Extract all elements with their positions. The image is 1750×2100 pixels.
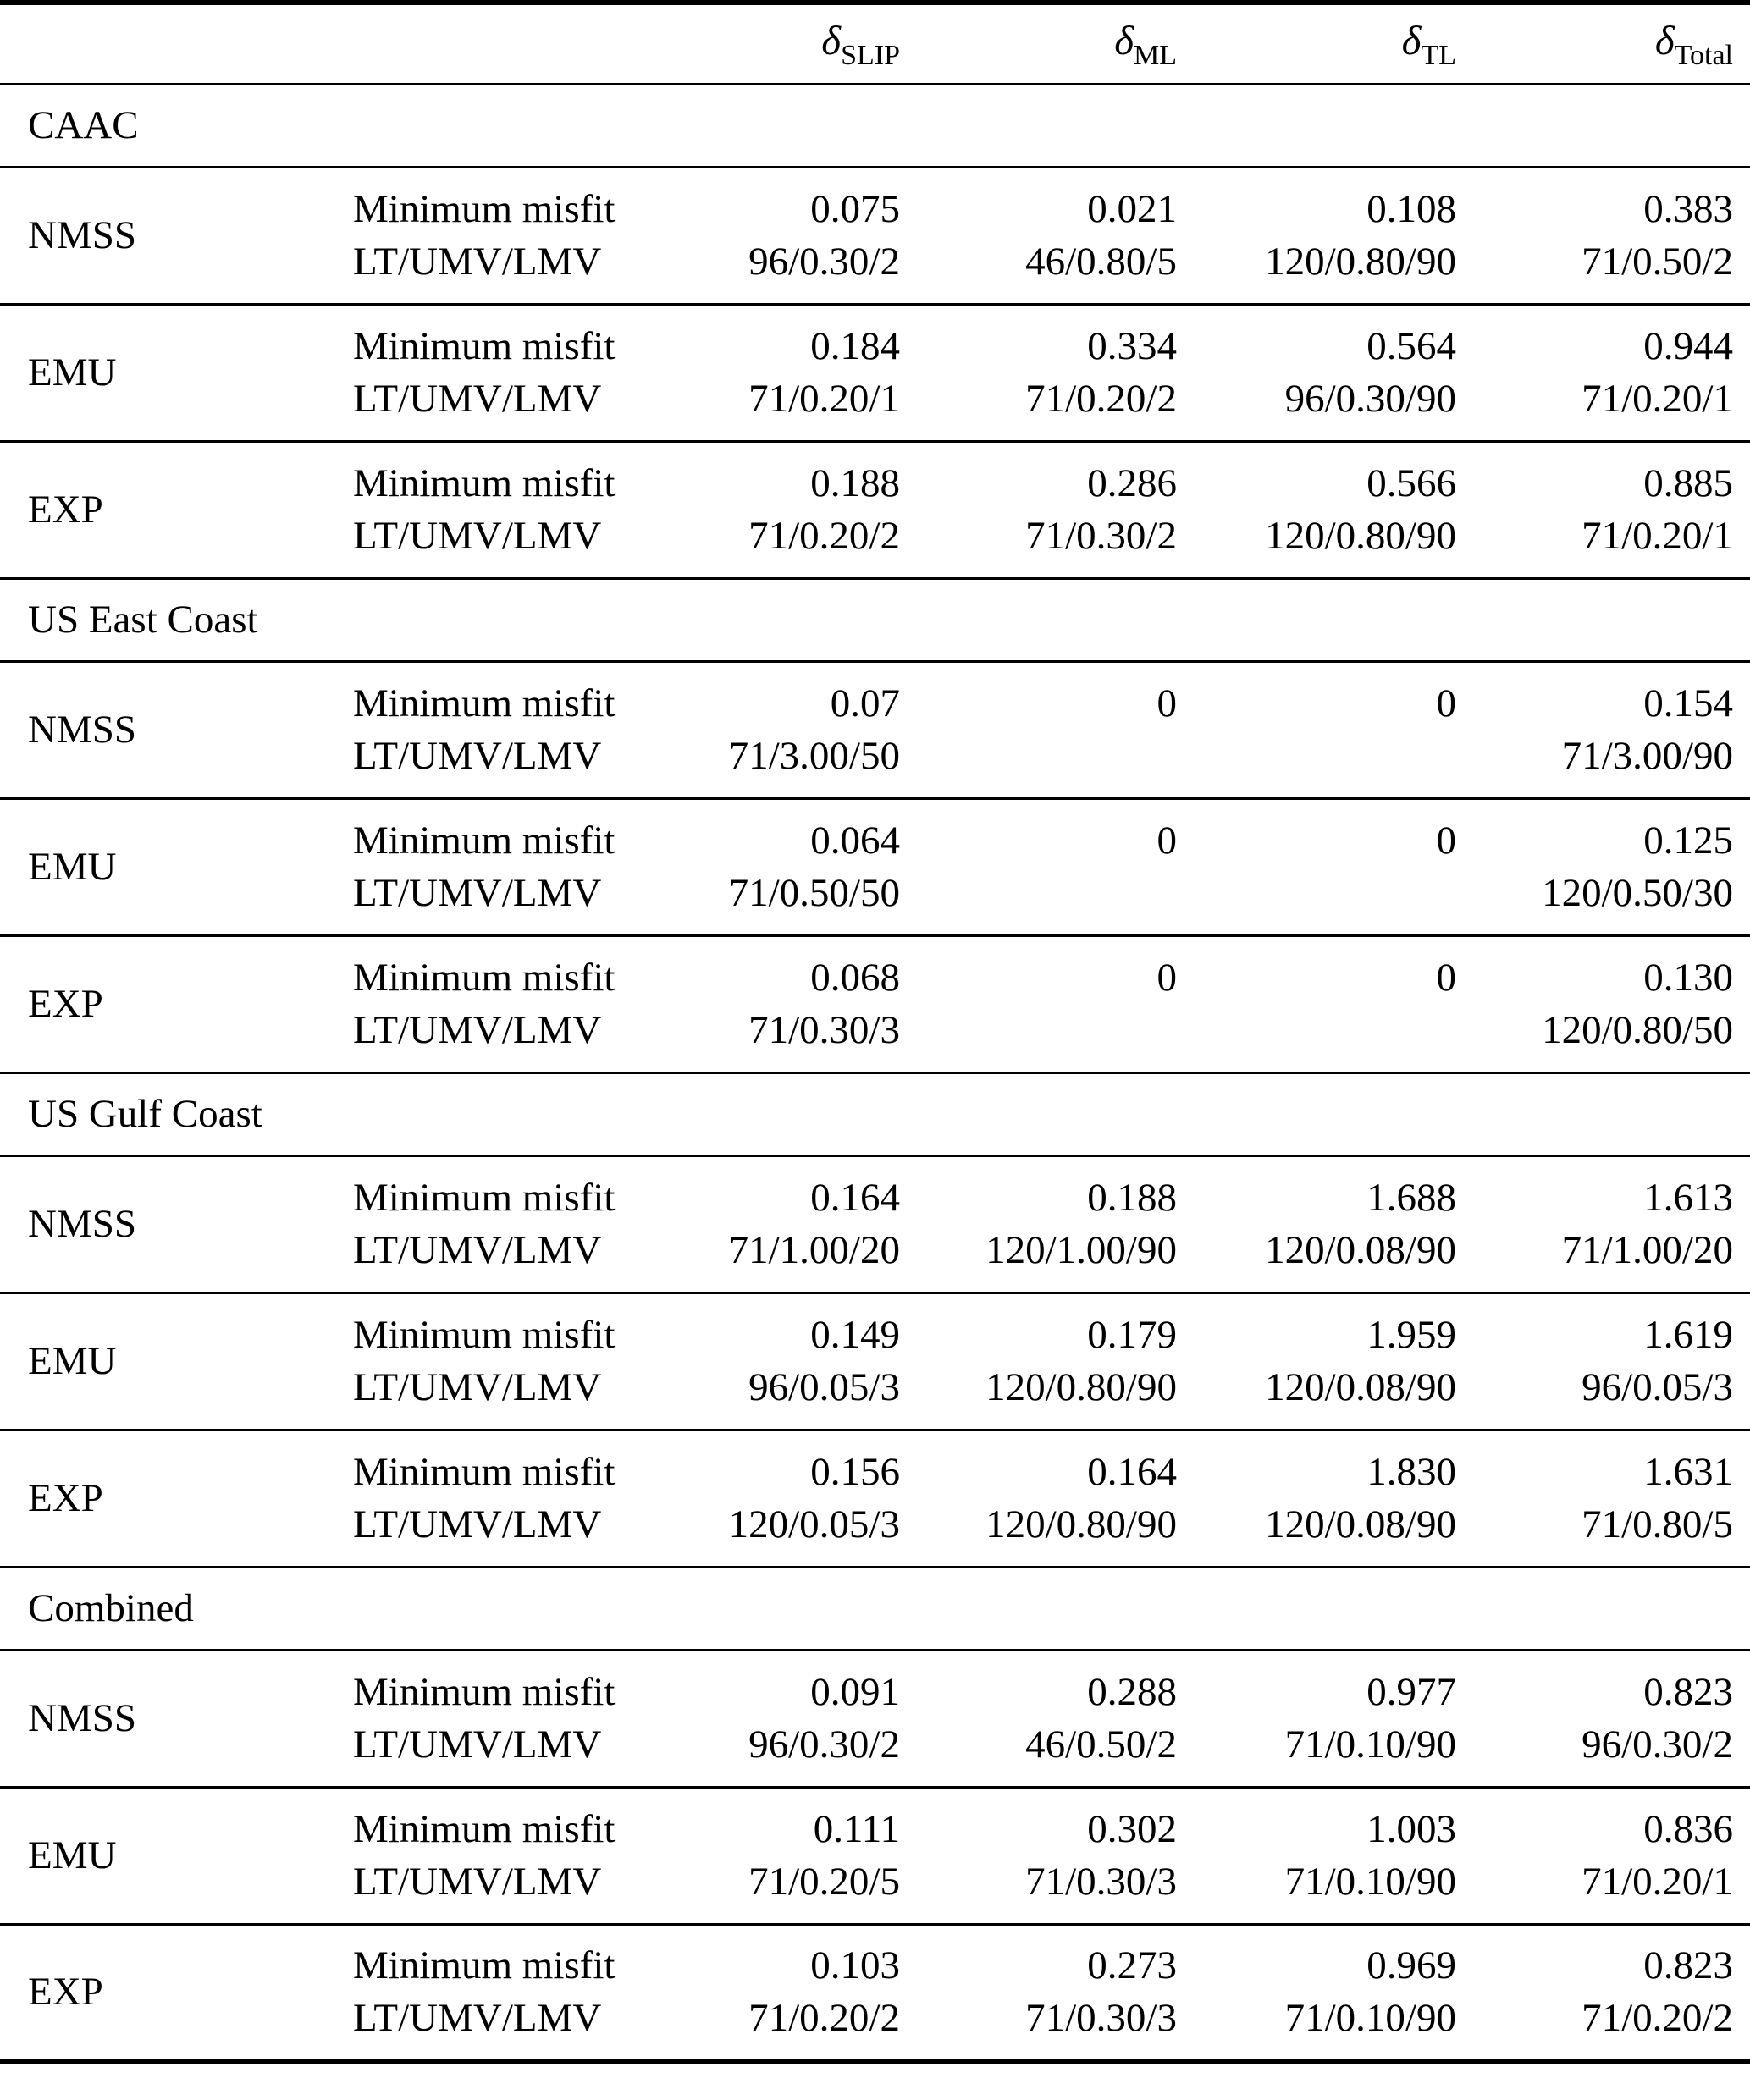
minimum-misfit-value: 1.003 — [1366, 1807, 1456, 1851]
minimum-misfit-value: 0.111 — [813, 1807, 900, 1851]
header-row — [0, 3, 1750, 84]
value-cell-slip — [605, 304, 900, 441]
lt-umv-lmv-value: 120/0.50/30 — [1542, 871, 1733, 915]
value-cell-tl — [1177, 798, 1456, 935]
minimum-misfit-value: 0 — [1157, 819, 1177, 863]
minimum-misfit-value: 0.302 — [1087, 1807, 1177, 1851]
lt-umv-lmv-value: 71/0.20/1 — [1582, 514, 1733, 558]
minimum-misfit-value: 0.068 — [810, 956, 900, 1000]
row-label: EMU — [28, 1339, 117, 1383]
value-cell-ml — [900, 798, 1177, 935]
value-cell-ml — [900, 304, 1177, 441]
lt-umv-lmv-value: 71/0.20/2 — [1025, 377, 1177, 421]
metric-label-lt-umv-lmv: LT/UMV/LMV — [353, 1008, 602, 1052]
value-cell-total — [1456, 935, 1750, 1072]
minimum-misfit-value: 0 — [1436, 681, 1456, 725]
minimum-misfit-value: 0.823 — [1643, 1670, 1733, 1714]
lt-umv-lmv-value: 71/0.20/1 — [748, 377, 900, 421]
value-cell-slip — [605, 1293, 900, 1430]
lt-umv-lmv-value: 71/0.20/2 — [1582, 1996, 1733, 2041]
metric-label-lt-umv-lmv: LT/UMV/LMV — [353, 871, 602, 915]
minimum-misfit-value: 1.619 — [1643, 1313, 1733, 1357]
lt-umv-lmv-value: 71/1.00/20 — [1561, 1228, 1733, 1272]
metric-labels-cell — [326, 1650, 616, 1787]
value-cell-ml — [900, 167, 1177, 304]
lt-umv-lmv-value: 120/0.08/90 — [1265, 1365, 1456, 1409]
metric-label-lt-umv-lmv: LT/UMV/LMV — [353, 1365, 602, 1409]
lt-umv-lmv-value: 71/0.50/2 — [1582, 240, 1733, 284]
header-spacer-metric-col — [326, 3, 605, 84]
metric-label-lt-umv-lmv: LT/UMV/LMV — [353, 1996, 602, 2041]
value-cell-tl — [1177, 1293, 1456, 1430]
metric-labels-cell — [326, 798, 616, 935]
lt-umv-lmv-value: 71/3.00/50 — [728, 734, 900, 778]
minimum-misfit-value: 0.564 — [1366, 324, 1456, 368]
row-label: EXP — [28, 982, 103, 1026]
lt-umv-lmv-value: 71/0.20/2 — [748, 514, 900, 558]
lt-umv-lmv-value — [900, 867, 1177, 919]
delta-symbol: δ — [1401, 16, 1422, 63]
section-title: Combined — [28, 1586, 194, 1630]
minimum-misfit-value: 0.064 — [810, 819, 900, 863]
table-row-combined-emu — [0, 1787, 1750, 1924]
value-cell-tl — [1177, 1430, 1456, 1567]
metric-label-minimum-misfit: Minimum misfit — [353, 956, 616, 1000]
delta-symbol: δ — [821, 16, 842, 63]
minimum-misfit-value: 0.188 — [1087, 1176, 1177, 1220]
lt-umv-lmv-value — [900, 1004, 1177, 1056]
metric-labels-cell — [326, 1155, 616, 1293]
metric-labels-cell — [326, 441, 616, 578]
value-cell-ml — [900, 661, 1177, 798]
minimum-misfit-value: 1.631 — [1643, 1450, 1733, 1494]
row-label: EXP — [28, 1476, 103, 1520]
row-label: EMU — [28, 845, 117, 889]
metric-label-lt-umv-lmv: LT/UMV/LMV — [353, 377, 602, 421]
value-cell-slip — [605, 167, 900, 304]
lt-umv-lmv-value — [900, 730, 1177, 782]
value-cell-tl — [1177, 1787, 1456, 1924]
value-cell-tl — [1177, 304, 1456, 441]
value-cell-tl — [1177, 167, 1456, 304]
table-body — [0, 84, 1750, 2061]
table-row-combined-nmss — [0, 1650, 1750, 1787]
metric-label-lt-umv-lmv: LT/UMV/LMV — [353, 1228, 602, 1272]
metric-label-minimum-misfit: Minimum misfit — [353, 1807, 616, 1851]
metric-label-minimum-misfit: Minimum misfit — [353, 187, 616, 231]
metric-labels-cell — [326, 167, 616, 304]
metric-labels-cell — [326, 1787, 616, 1924]
metric-labels-cell — [326, 304, 616, 441]
table-row-us-east-coast-emu — [0, 798, 1750, 935]
value-cell-total — [1456, 304, 1750, 441]
lt-umv-lmv-value: 120/0.08/90 — [1265, 1502, 1456, 1546]
value-cell-slip — [605, 1787, 900, 1924]
minimum-misfit-value: 0.286 — [1087, 461, 1177, 505]
table-row-combined-exp — [0, 1924, 1750, 2061]
section-title: US East Coast — [28, 598, 258, 642]
lt-umv-lmv-value: 120/0.80/90 — [1265, 240, 1456, 284]
value-cell-total — [1456, 1155, 1750, 1293]
value-cell-total — [1456, 798, 1750, 935]
metric-labels-cell — [326, 935, 616, 1072]
metric-label-minimum-misfit: Minimum misfit — [353, 819, 616, 863]
minimum-misfit-value: 0.108 — [1366, 187, 1456, 231]
value-cell-tl — [1177, 1924, 1456, 2061]
minimum-misfit-value: 0.944 — [1643, 324, 1733, 368]
delta-symbol: δ — [1654, 16, 1675, 63]
row-label: NMSS — [28, 213, 137, 257]
minimum-misfit-value: 0.154 — [1643, 681, 1733, 725]
table-row-us-east-coast-nmss — [0, 661, 1750, 798]
lt-umv-lmv-value: 71/0.30/3 — [1025, 1860, 1177, 1904]
delta-symbol: δ — [1114, 16, 1134, 63]
value-cell-slip — [605, 935, 900, 1072]
metric-label-minimum-misfit: Minimum misfit — [353, 1670, 616, 1714]
value-cell-total — [1456, 1430, 1750, 1567]
value-cell-tl — [1177, 441, 1456, 578]
header-spacer-label-col — [0, 3, 326, 84]
minimum-misfit-value: 0.836 — [1643, 1807, 1733, 1851]
column-header-delta-total — [1456, 3, 1750, 84]
lt-umv-lmv-value: 71/1.00/20 — [728, 1228, 900, 1272]
table-row-caac-emu — [0, 304, 1750, 441]
lt-umv-lmv-value: 120/0.80/90 — [1265, 514, 1456, 558]
metric-label-minimum-misfit: Minimum misfit — [353, 1176, 616, 1220]
value-cell-slip — [605, 441, 900, 578]
section-row-us-east-coast — [0, 578, 1750, 661]
lt-umv-lmv-value: 96/0.05/3 — [748, 1365, 900, 1409]
metric-label-minimum-misfit: Minimum misfit — [353, 324, 616, 368]
metric-label-minimum-misfit: Minimum misfit — [353, 461, 616, 505]
minimum-misfit-value: 0.149 — [810, 1313, 900, 1357]
metric-labels-cell — [326, 1924, 616, 2061]
lt-umv-lmv-value: 96/0.30/90 — [1284, 377, 1456, 421]
metric-label-minimum-misfit: Minimum misfit — [353, 681, 616, 725]
column-header-delta-slip — [605, 3, 900, 84]
value-cell-slip — [605, 1430, 900, 1567]
section-title: CAAC — [28, 103, 139, 147]
minimum-misfit-value: 1.959 — [1366, 1313, 1456, 1357]
lt-umv-lmv-value: 71/0.30/2 — [1025, 514, 1177, 558]
lt-umv-lmv-value: 46/0.50/2 — [1025, 1722, 1177, 1767]
value-cell-ml — [900, 1155, 1177, 1293]
lt-umv-lmv-value: 71/0.20/5 — [748, 1860, 900, 1904]
lt-umv-lmv-value: 46/0.80/5 — [1025, 240, 1177, 284]
minimum-misfit-value: 0 — [1436, 819, 1456, 863]
lt-umv-lmv-value: 71/0.30/3 — [748, 1008, 900, 1052]
column-header-delta-tl — [1177, 3, 1456, 84]
metric-labels-cell — [326, 1430, 616, 1567]
lt-umv-lmv-value: 120/0.08/90 — [1265, 1228, 1456, 1272]
minimum-misfit-value: 0.969 — [1366, 1943, 1456, 1988]
minimum-misfit-value: 0.103 — [810, 1943, 900, 1988]
value-cell-slip — [605, 1155, 900, 1293]
row-label: EMU — [28, 350, 117, 394]
minimum-misfit-value: 0.075 — [810, 187, 900, 231]
value-cell-ml — [900, 1924, 1177, 2061]
minimum-misfit-value: 0.885 — [1643, 461, 1733, 505]
section-row-caac — [0, 84, 1750, 167]
lt-umv-lmv-value: 71/3.00/90 — [1561, 734, 1733, 778]
minimum-misfit-value: 0.977 — [1366, 1670, 1456, 1714]
row-label: EXP — [28, 1970, 103, 2015]
lt-umv-lmv-value: 71/0.50/50 — [728, 871, 900, 915]
table-row-caac-exp — [0, 441, 1750, 578]
lt-umv-lmv-value: 71/0.20/1 — [1582, 377, 1733, 421]
minimum-misfit-value: 0.179 — [1087, 1313, 1177, 1357]
section-title: US Gulf Coast — [28, 1092, 262, 1136]
table-row-us-gulf-coast-nmss — [0, 1155, 1750, 1293]
minimum-misfit-value: 0.125 — [1643, 819, 1733, 863]
minimum-misfit-value: 0.823 — [1643, 1943, 1733, 1988]
minimum-misfit-value: 0.164 — [810, 1176, 900, 1220]
minimum-misfit-value: 0.091 — [810, 1670, 900, 1714]
delta-subscript: TL — [1421, 39, 1456, 71]
minimum-misfit-value: 0 — [1436, 956, 1456, 1000]
lt-umv-lmv-value: 71/0.20/2 — [748, 1996, 900, 2041]
minimum-misfit-value: 0.334 — [1087, 324, 1177, 368]
lt-umv-lmv-value: 120/0.80/90 — [985, 1365, 1177, 1409]
metric-label-minimum-misfit: Minimum misfit — [353, 1313, 616, 1357]
section-row-combined — [0, 1567, 1750, 1650]
row-label: NMSS — [28, 1202, 137, 1246]
value-cell-ml — [900, 441, 1177, 578]
metric-label-lt-umv-lmv: LT/UMV/LMV — [353, 1722, 602, 1767]
table-row-us-gulf-coast-exp — [0, 1430, 1750, 1567]
metric-label-lt-umv-lmv: LT/UMV/LMV — [353, 1860, 602, 1904]
row-label: NMSS — [28, 1696, 137, 1740]
row-label: EMU — [28, 1833, 117, 1877]
minimum-misfit-value: 0 — [1157, 956, 1177, 1000]
lt-umv-lmv-value: 71/0.10/90 — [1284, 1860, 1456, 1904]
value-cell-total — [1456, 1293, 1750, 1430]
table-row-us-east-coast-exp — [0, 935, 1750, 1072]
minimum-misfit-value: 0.566 — [1366, 461, 1456, 505]
lt-umv-lmv-value: 96/0.30/2 — [748, 240, 900, 284]
lt-umv-lmv-value: 120/0.80/50 — [1542, 1008, 1733, 1052]
minimum-misfit-value: 0.021 — [1087, 187, 1177, 231]
table-row-caac-nmss — [0, 167, 1750, 304]
lt-umv-lmv-value — [1177, 1004, 1456, 1056]
value-cell-tl — [1177, 1155, 1456, 1293]
value-cell-total — [1456, 1787, 1750, 1924]
value-cell-ml — [900, 1293, 1177, 1430]
value-cell-slip — [605, 1924, 900, 2061]
metric-labels-cell — [326, 1293, 616, 1430]
table-row-us-gulf-coast-emu — [0, 1293, 1750, 1430]
delta-subscript: Total — [1674, 39, 1733, 71]
lt-umv-lmv-value — [1177, 730, 1456, 782]
metric-label-lt-umv-lmv: LT/UMV/LMV — [353, 734, 602, 778]
metric-label-lt-umv-lmv: LT/UMV/LMV — [353, 514, 602, 558]
value-cell-tl — [1177, 661, 1456, 798]
minimum-misfit-value: 1.688 — [1366, 1176, 1456, 1220]
row-label: EXP — [28, 488, 103, 532]
lt-umv-lmv-value: 120/1.00/90 — [985, 1228, 1177, 1272]
lt-umv-lmv-value: 71/0.20/1 — [1582, 1860, 1733, 1904]
lt-umv-lmv-value: 71/0.10/90 — [1284, 1722, 1456, 1767]
minimum-misfit-value: 0.07 — [830, 681, 900, 725]
value-cell-ml — [900, 1787, 1177, 1924]
value-cell-slip — [605, 798, 900, 935]
metric-label-lt-umv-lmv: LT/UMV/LMV — [353, 1502, 602, 1546]
minimum-misfit-value: 0.184 — [810, 324, 900, 368]
minimum-misfit-value: 0.164 — [1087, 1450, 1177, 1494]
metric-label-lt-umv-lmv: LT/UMV/LMV — [353, 240, 602, 284]
value-cell-total — [1456, 167, 1750, 304]
table-header — [0, 3, 1750, 84]
metric-labels-cell — [326, 661, 616, 798]
minimum-misfit-value: 1.613 — [1643, 1176, 1733, 1220]
lt-umv-lmv-value: 96/0.05/3 — [1582, 1365, 1733, 1409]
value-cell-slip — [605, 1650, 900, 1787]
section-row-us-gulf-coast — [0, 1072, 1750, 1155]
lt-umv-lmv-value: 71/0.80/5 — [1582, 1502, 1733, 1546]
metric-label-minimum-misfit: Minimum misfit — [353, 1943, 616, 1988]
value-cell-tl — [1177, 935, 1456, 1072]
minimum-misfit-value: 0 — [1157, 681, 1177, 725]
lt-umv-lmv-value: 96/0.30/2 — [1582, 1722, 1733, 1767]
minimum-misfit-value: 1.830 — [1366, 1450, 1456, 1494]
lt-umv-lmv-value: 96/0.30/2 — [748, 1722, 900, 1767]
value-cell-total — [1456, 661, 1750, 798]
row-label: NMSS — [28, 708, 137, 752]
value-cell-total — [1456, 441, 1750, 578]
value-cell-ml — [900, 1430, 1177, 1567]
lt-umv-lmv-value: 71/0.30/3 — [1025, 1996, 1177, 2041]
delta-subscript: ML — [1134, 39, 1177, 71]
minimum-misfit-value: 0.156 — [810, 1450, 900, 1494]
minimum-misfit-value: 0.273 — [1087, 1943, 1177, 1988]
value-cell-total — [1456, 1650, 1750, 1787]
value-cell-total — [1456, 1924, 1750, 2061]
lt-umv-lmv-value: 120/0.05/3 — [728, 1502, 900, 1546]
value-cell-tl — [1177, 1650, 1456, 1787]
lt-umv-lmv-value: 71/0.10/90 — [1284, 1996, 1456, 2041]
minimum-misfit-value: 0.288 — [1087, 1670, 1177, 1714]
metric-label-minimum-misfit: Minimum misfit — [353, 1450, 616, 1494]
minimum-misfit-value: 0.130 — [1643, 956, 1733, 1000]
value-cell-slip — [605, 661, 900, 798]
lt-umv-lmv-value: 120/0.80/90 — [985, 1502, 1177, 1546]
value-cell-ml — [900, 1650, 1177, 1787]
minimum-misfit-value: 0.383 — [1643, 187, 1733, 231]
column-header-delta-ml — [900, 3, 1177, 84]
minimum-misfit-value: 0.188 — [810, 461, 900, 505]
delta-subscript: SLIP — [841, 39, 900, 71]
lt-umv-lmv-value — [1177, 867, 1456, 919]
value-cell-ml — [900, 935, 1177, 1072]
